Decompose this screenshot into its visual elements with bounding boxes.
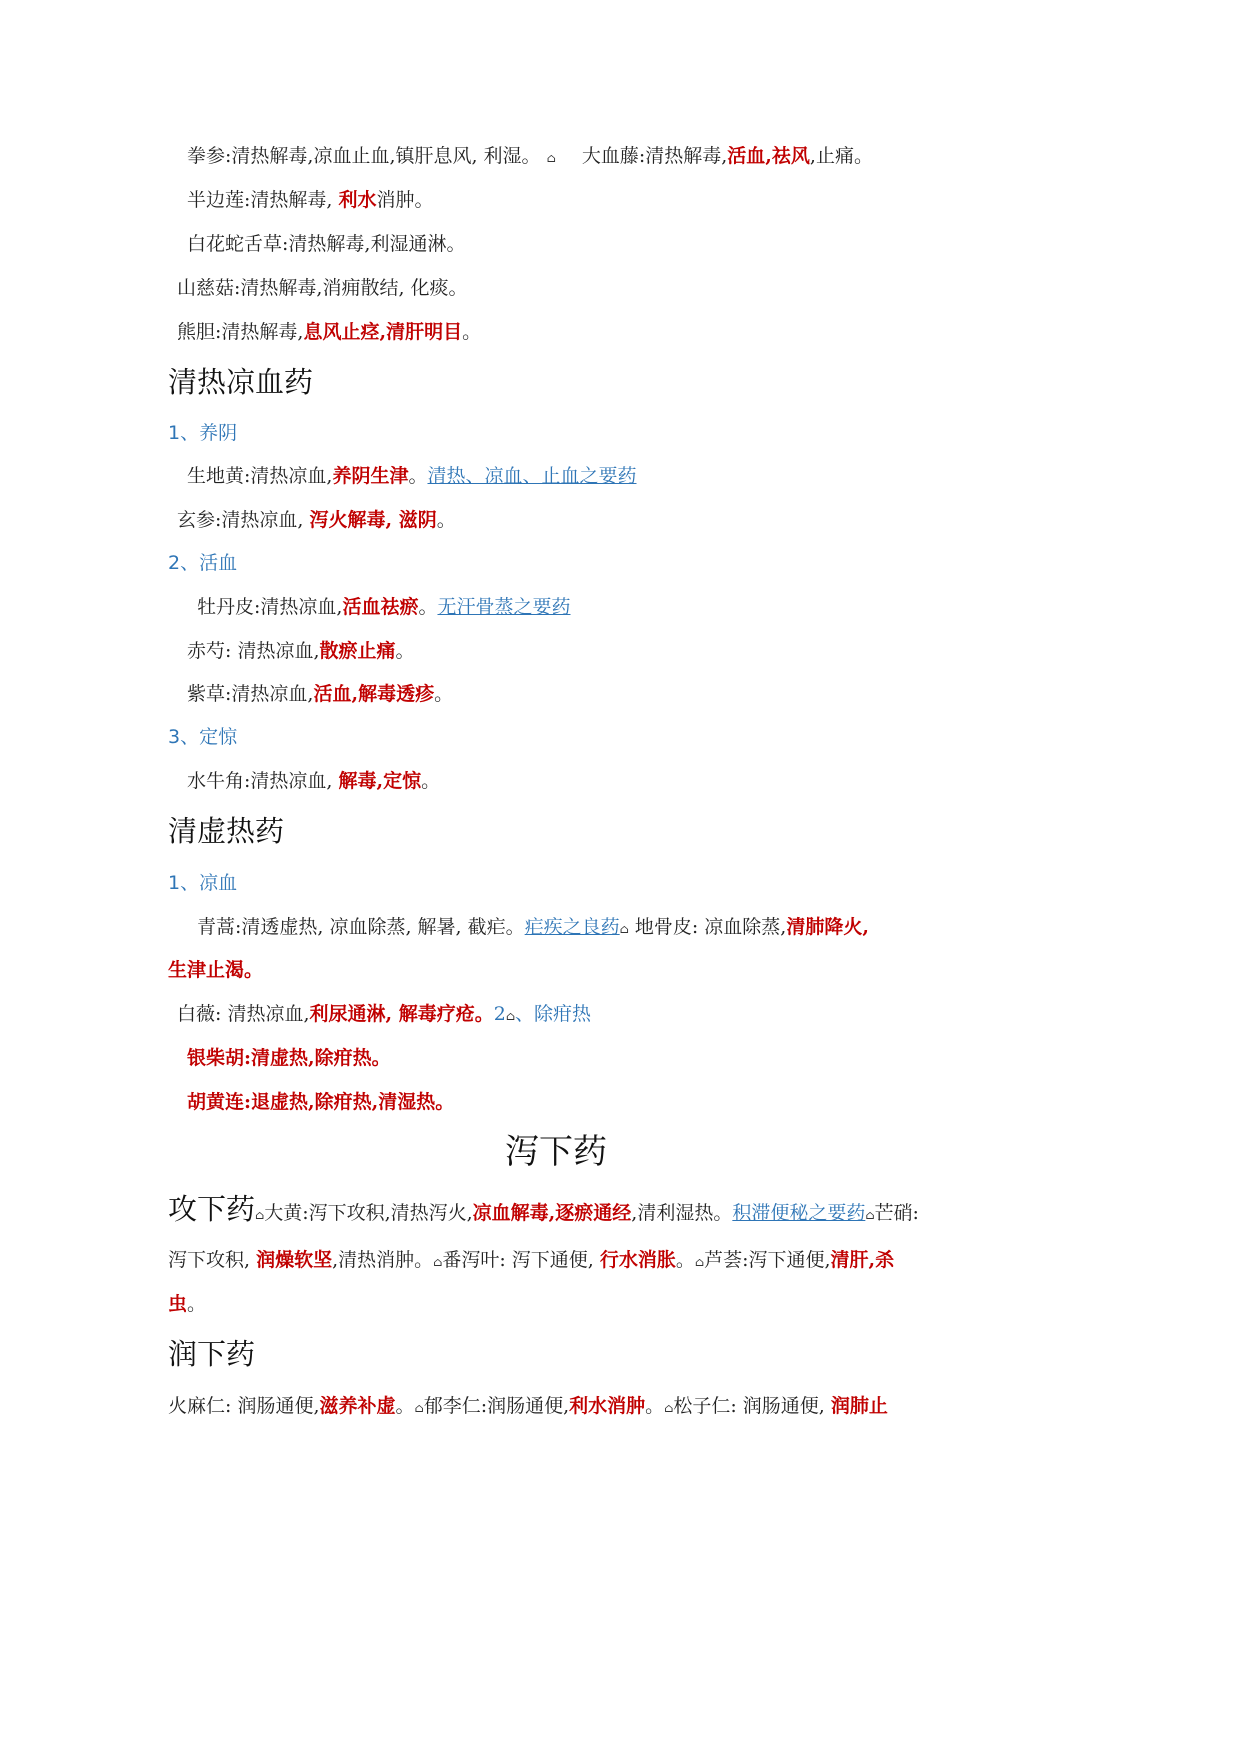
shengdi-line xyxy=(187,463,637,489)
banbianlian-key: 利水 xyxy=(338,189,377,211)
xiongdan-text: 熊胆:清热解毒, xyxy=(177,321,304,343)
mudan-period: 。 xyxy=(418,596,438,618)
shengdi-key: 养阴生津 xyxy=(332,465,409,487)
xiongdan-tail: 。 xyxy=(462,321,482,343)
xuanshen-tail: 。 xyxy=(436,509,456,531)
gongxia-line xyxy=(168,1192,919,1228)
xuanshen-text: 玄参:清热凉血, xyxy=(177,509,310,531)
chishao-key: 散瘀止痛 xyxy=(319,640,396,662)
shengdi-text: 生地黄:清热凉血, xyxy=(187,465,333,487)
xuanshen-line xyxy=(177,507,456,533)
luhui-text: 芦荟:泻下通便, xyxy=(704,1249,831,1271)
mudan-key: 活血祛瘀 xyxy=(342,596,419,618)
dahuang-key: 凉血解毒,逐瘀通经 xyxy=(472,1202,632,1224)
baiwei-text: 白薇: 清热凉血, xyxy=(177,1003,310,1025)
daxueteng-text: 大血藤:清热解毒, xyxy=(581,145,728,167)
huomaren-text: 火麻仁: 润肠通便, xyxy=(168,1395,320,1417)
qinghao-link[interactable]: 疟疾之良药 xyxy=(524,916,620,938)
yuliren-period: 。 xyxy=(645,1395,665,1417)
digupi-key: 清肺降火, xyxy=(786,916,869,938)
luhui-continued xyxy=(168,1291,206,1317)
mudan-line xyxy=(197,594,571,620)
section-heading-gongxia: 攻下药 xyxy=(168,1192,256,1226)
zicao-line xyxy=(187,681,453,707)
mudan-text: 牡丹皮:清热凉血, xyxy=(197,596,343,618)
section-heading-runxia: 润下药 xyxy=(168,1337,256,1371)
anchor-icon: ⌂ xyxy=(433,1255,443,1269)
shancigu-line: 山慈菇:清热解毒,消痈散结, 化痰。 xyxy=(177,277,468,299)
fanxieye-text: 番泻叶: 泻下通便, xyxy=(442,1249,600,1271)
anchor-icon: ⌂ xyxy=(619,922,629,936)
zicao-tail: 。 xyxy=(434,683,454,705)
digupi-text: 地骨皮: 凉血除蒸, xyxy=(628,916,787,938)
zicao-key: 活血,解毒透疹 xyxy=(313,683,435,705)
dahuang-link[interactable]: 积滞便秘之要药 xyxy=(732,1202,866,1224)
subheading-liangxue: 1、凉血 xyxy=(168,872,238,894)
daxueteng-key: 活血,祛风 xyxy=(727,145,810,167)
section-heading-qingre-liangxue: 清热凉血药 xyxy=(168,365,314,399)
banbianlian-text: 半边莲:清热解毒, xyxy=(187,189,339,211)
baiwei-line xyxy=(177,1001,591,1029)
shuiniujiao-tail: 。 xyxy=(421,770,441,792)
qinghao-text: 青蒿:清透虚热, 凉血除蒸, 解暑, 截疟。 xyxy=(197,916,525,938)
shengdi-period: 。 xyxy=(408,465,428,487)
anchor-icon: ⌂ xyxy=(694,1255,705,1269)
anchor-icon: ⌂ xyxy=(255,1208,265,1222)
subheading-dingjing: 3、定惊 xyxy=(168,726,238,748)
section-heading-qing-xure: 清虚热药 xyxy=(168,814,285,848)
luhui-period: 。 xyxy=(187,1293,207,1315)
qinghao-line xyxy=(197,914,869,942)
luhui-key-end: 虫 xyxy=(168,1293,188,1315)
dahuang-tail: ,清利湿热。 xyxy=(631,1202,733,1224)
mangxiao-key: 润燥软坚 xyxy=(256,1249,333,1271)
digupi-continued: 生津止渴。 xyxy=(168,959,264,981)
huomaren-line xyxy=(168,1393,888,1421)
huhuanglian-line: 胡黄连:退虚热,除疳热,清湿热。 xyxy=(187,1091,455,1113)
zicao-text: 紫草:清热凉血, xyxy=(187,683,314,705)
baiwei-key: 利尿通淋, 解毒疗疮。 xyxy=(309,1003,494,1025)
chishao-line xyxy=(187,638,415,664)
baihua-line: 白花蛇舌草:清热解毒,利湿通淋。 xyxy=(187,233,466,255)
yuliren-key: 利水消肿 xyxy=(569,1395,646,1417)
anchor-icon: ⌂ xyxy=(505,1009,515,1023)
shuiniujiao-line xyxy=(187,768,440,794)
mangxiao-line xyxy=(168,1247,894,1275)
anchor-icon: ⌂ xyxy=(414,1401,424,1415)
mangxiao-tail: ,清热消肿。 xyxy=(332,1249,434,1271)
quanshen-text: 拳参:清热解毒,凉血止血,镇肝息风, 利湿。 xyxy=(187,145,541,167)
mangxiao-desc: 泻下攻积, xyxy=(168,1249,257,1271)
huomaren-period: 。 xyxy=(395,1395,415,1417)
shengdi-link[interactable]: 清热、凉血、止血之要药 xyxy=(427,465,637,487)
chapter-title-xiexia: 泻下药 xyxy=(505,1132,607,1172)
subheading-number: 2 xyxy=(493,1003,506,1025)
mudan-link[interactable]: 无汗骨蒸之要药 xyxy=(437,596,571,618)
dahuang-text: 大黄:泻下攻积,清热泻火, xyxy=(264,1202,473,1224)
subheading-huoxue: 2、活血 xyxy=(168,552,238,574)
songziren-text: 松子仁: 润肠通便, xyxy=(673,1395,831,1417)
quanshen-line xyxy=(187,143,873,171)
banbianlian-line xyxy=(187,187,434,213)
shuiniujiao-text: 水牛角:清热凉血, xyxy=(187,770,339,792)
mangxiao-text: 芒硝: xyxy=(874,1202,919,1224)
xuanshen-key: 泻火解毒, 滋阴 xyxy=(309,509,437,531)
xiongdan-line xyxy=(177,319,481,345)
daxueteng-tail: ,止痛。 xyxy=(809,145,873,167)
subheading-chuganre: 、除疳热 xyxy=(514,1003,591,1025)
chishao-text: 赤芍: 清热凉血, xyxy=(187,640,320,662)
banbianlian-tail: 消肿。 xyxy=(376,189,434,211)
chishao-tail: 。 xyxy=(395,640,415,662)
anchor-icon: ⌂ xyxy=(546,151,556,165)
fanxieye-tail: 。 xyxy=(675,1249,695,1271)
subheading-yangyin: 1、养阴 xyxy=(168,422,238,444)
yuliren-text: 郁李仁:润肠通便, xyxy=(423,1395,570,1417)
yinchaihu-line: 银柴胡:清虚热,除疳热。 xyxy=(187,1047,391,1069)
huomaren-key: 滋养补虚 xyxy=(319,1395,396,1417)
fanxieye-key: 行水消胀 xyxy=(599,1249,676,1271)
anchor-icon: ⌂ xyxy=(865,1208,875,1222)
shuiniujiao-key: 解毒,定惊 xyxy=(338,770,422,792)
songziren-key: 润肺止 xyxy=(830,1395,888,1417)
luhui-key: 清肝,杀 xyxy=(830,1249,895,1271)
xiongdan-key: 息风止痉,清肝明目 xyxy=(303,321,463,343)
anchor-icon: ⌂ xyxy=(664,1401,674,1415)
